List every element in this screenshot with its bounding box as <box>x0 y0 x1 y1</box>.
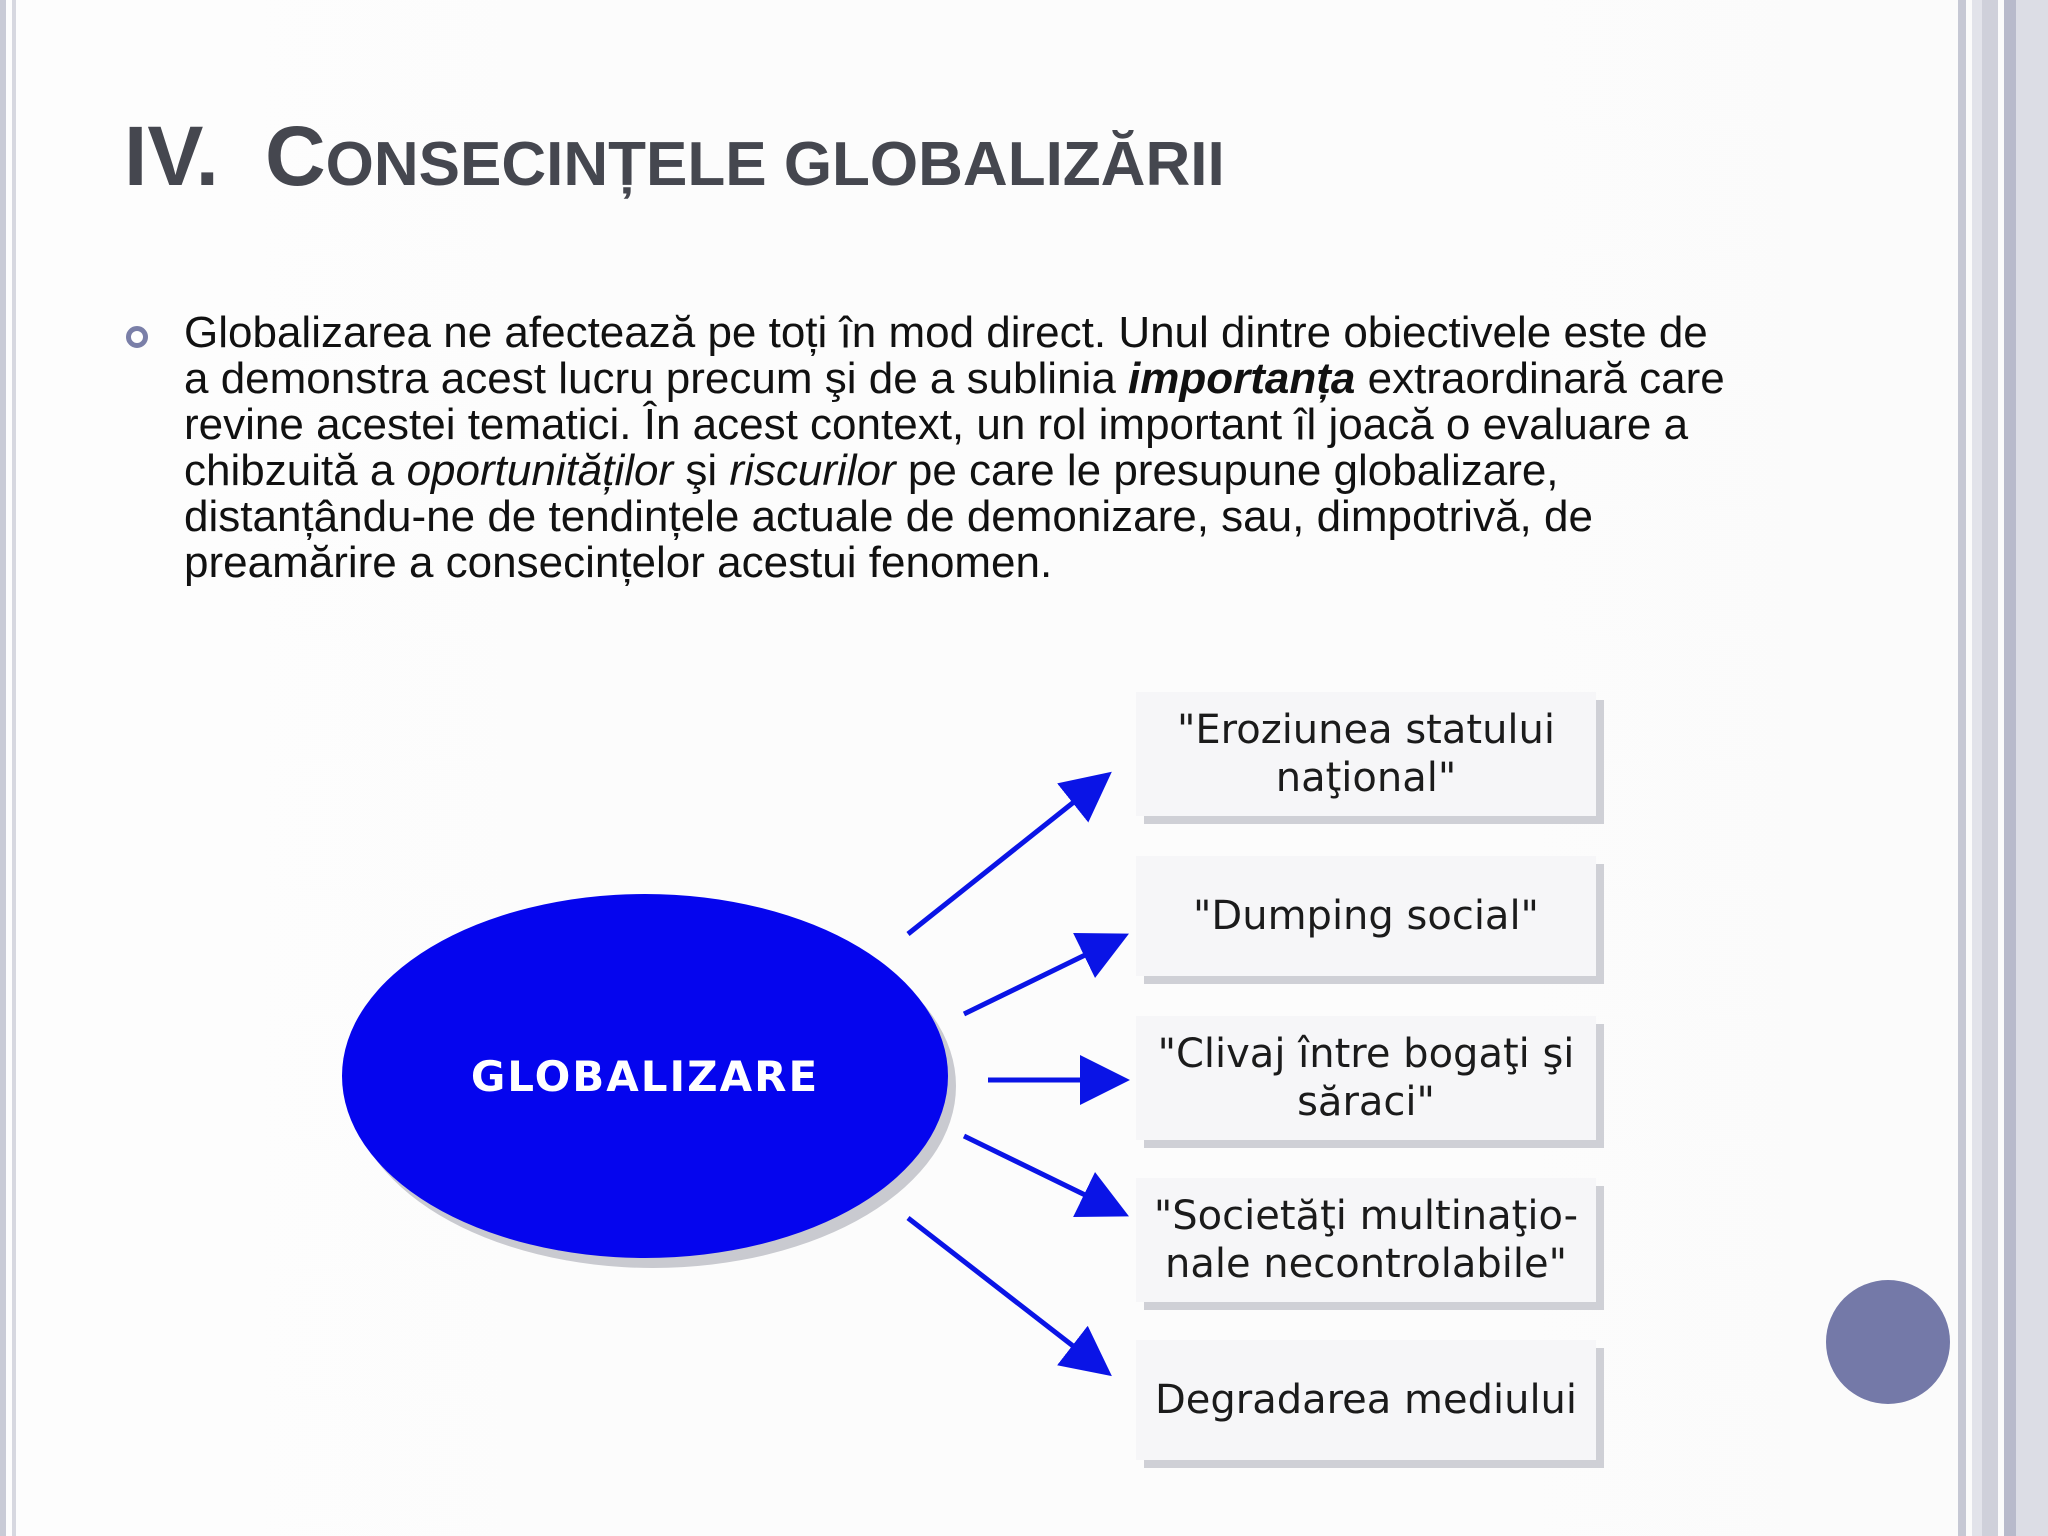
arrow-5 <box>908 1218 1104 1370</box>
body-text-segment: şi <box>673 446 730 495</box>
globalizare-ellipse <box>342 894 948 1258</box>
consequence-box: Degradarea mediului <box>1136 1340 1596 1460</box>
body-emphasis-italic: oportunităților <box>406 446 674 495</box>
consequence-box: "Societăţi multinaţio-nale necontrolabile" <box>1136 1178 1596 1302</box>
consequence-box: "Eroziunea statului naţional" <box>1136 692 1596 816</box>
consequence-box: "Dumping social" <box>1136 856 1596 976</box>
arrow-4 <box>964 1136 1120 1212</box>
title-rest: ONSECINȚELE GLOBALIZĂRII <box>325 130 1225 199</box>
body-text-segment: Globalizarea ne afectează pe toți în mod direct. Unul dintre obiectivele este de a demonstra acest lucru precum şi de a sublinia <box>184 308 1708 403</box>
title-number: IV. <box>124 109 219 203</box>
center-label: GLOBALIZARE <box>470 1051 820 1101</box>
body-emphasis-italic: riscurilor <box>729 446 896 495</box>
body-text-segment: pe care le presupune globalizare, distanțându-ne de tendințele actuale de demonizare, sau, dimpotrivă, de preamărire a consecințelor acestui fenomen. <box>184 446 1593 587</box>
arrow-2 <box>964 938 1120 1014</box>
title-first-letter: C <box>265 109 326 203</box>
body-text-segment: extraordinară care revine acestei tematici. În acest context, un rol important îl joacă o evaluare a chibzuită a <box>184 354 1725 495</box>
arrow-1 <box>908 778 1104 934</box>
body-emphasis-bold: importanța <box>1128 354 1356 403</box>
consequence-box: "Clivaj între bogaţi şi săraci" <box>1136 1016 1596 1140</box>
